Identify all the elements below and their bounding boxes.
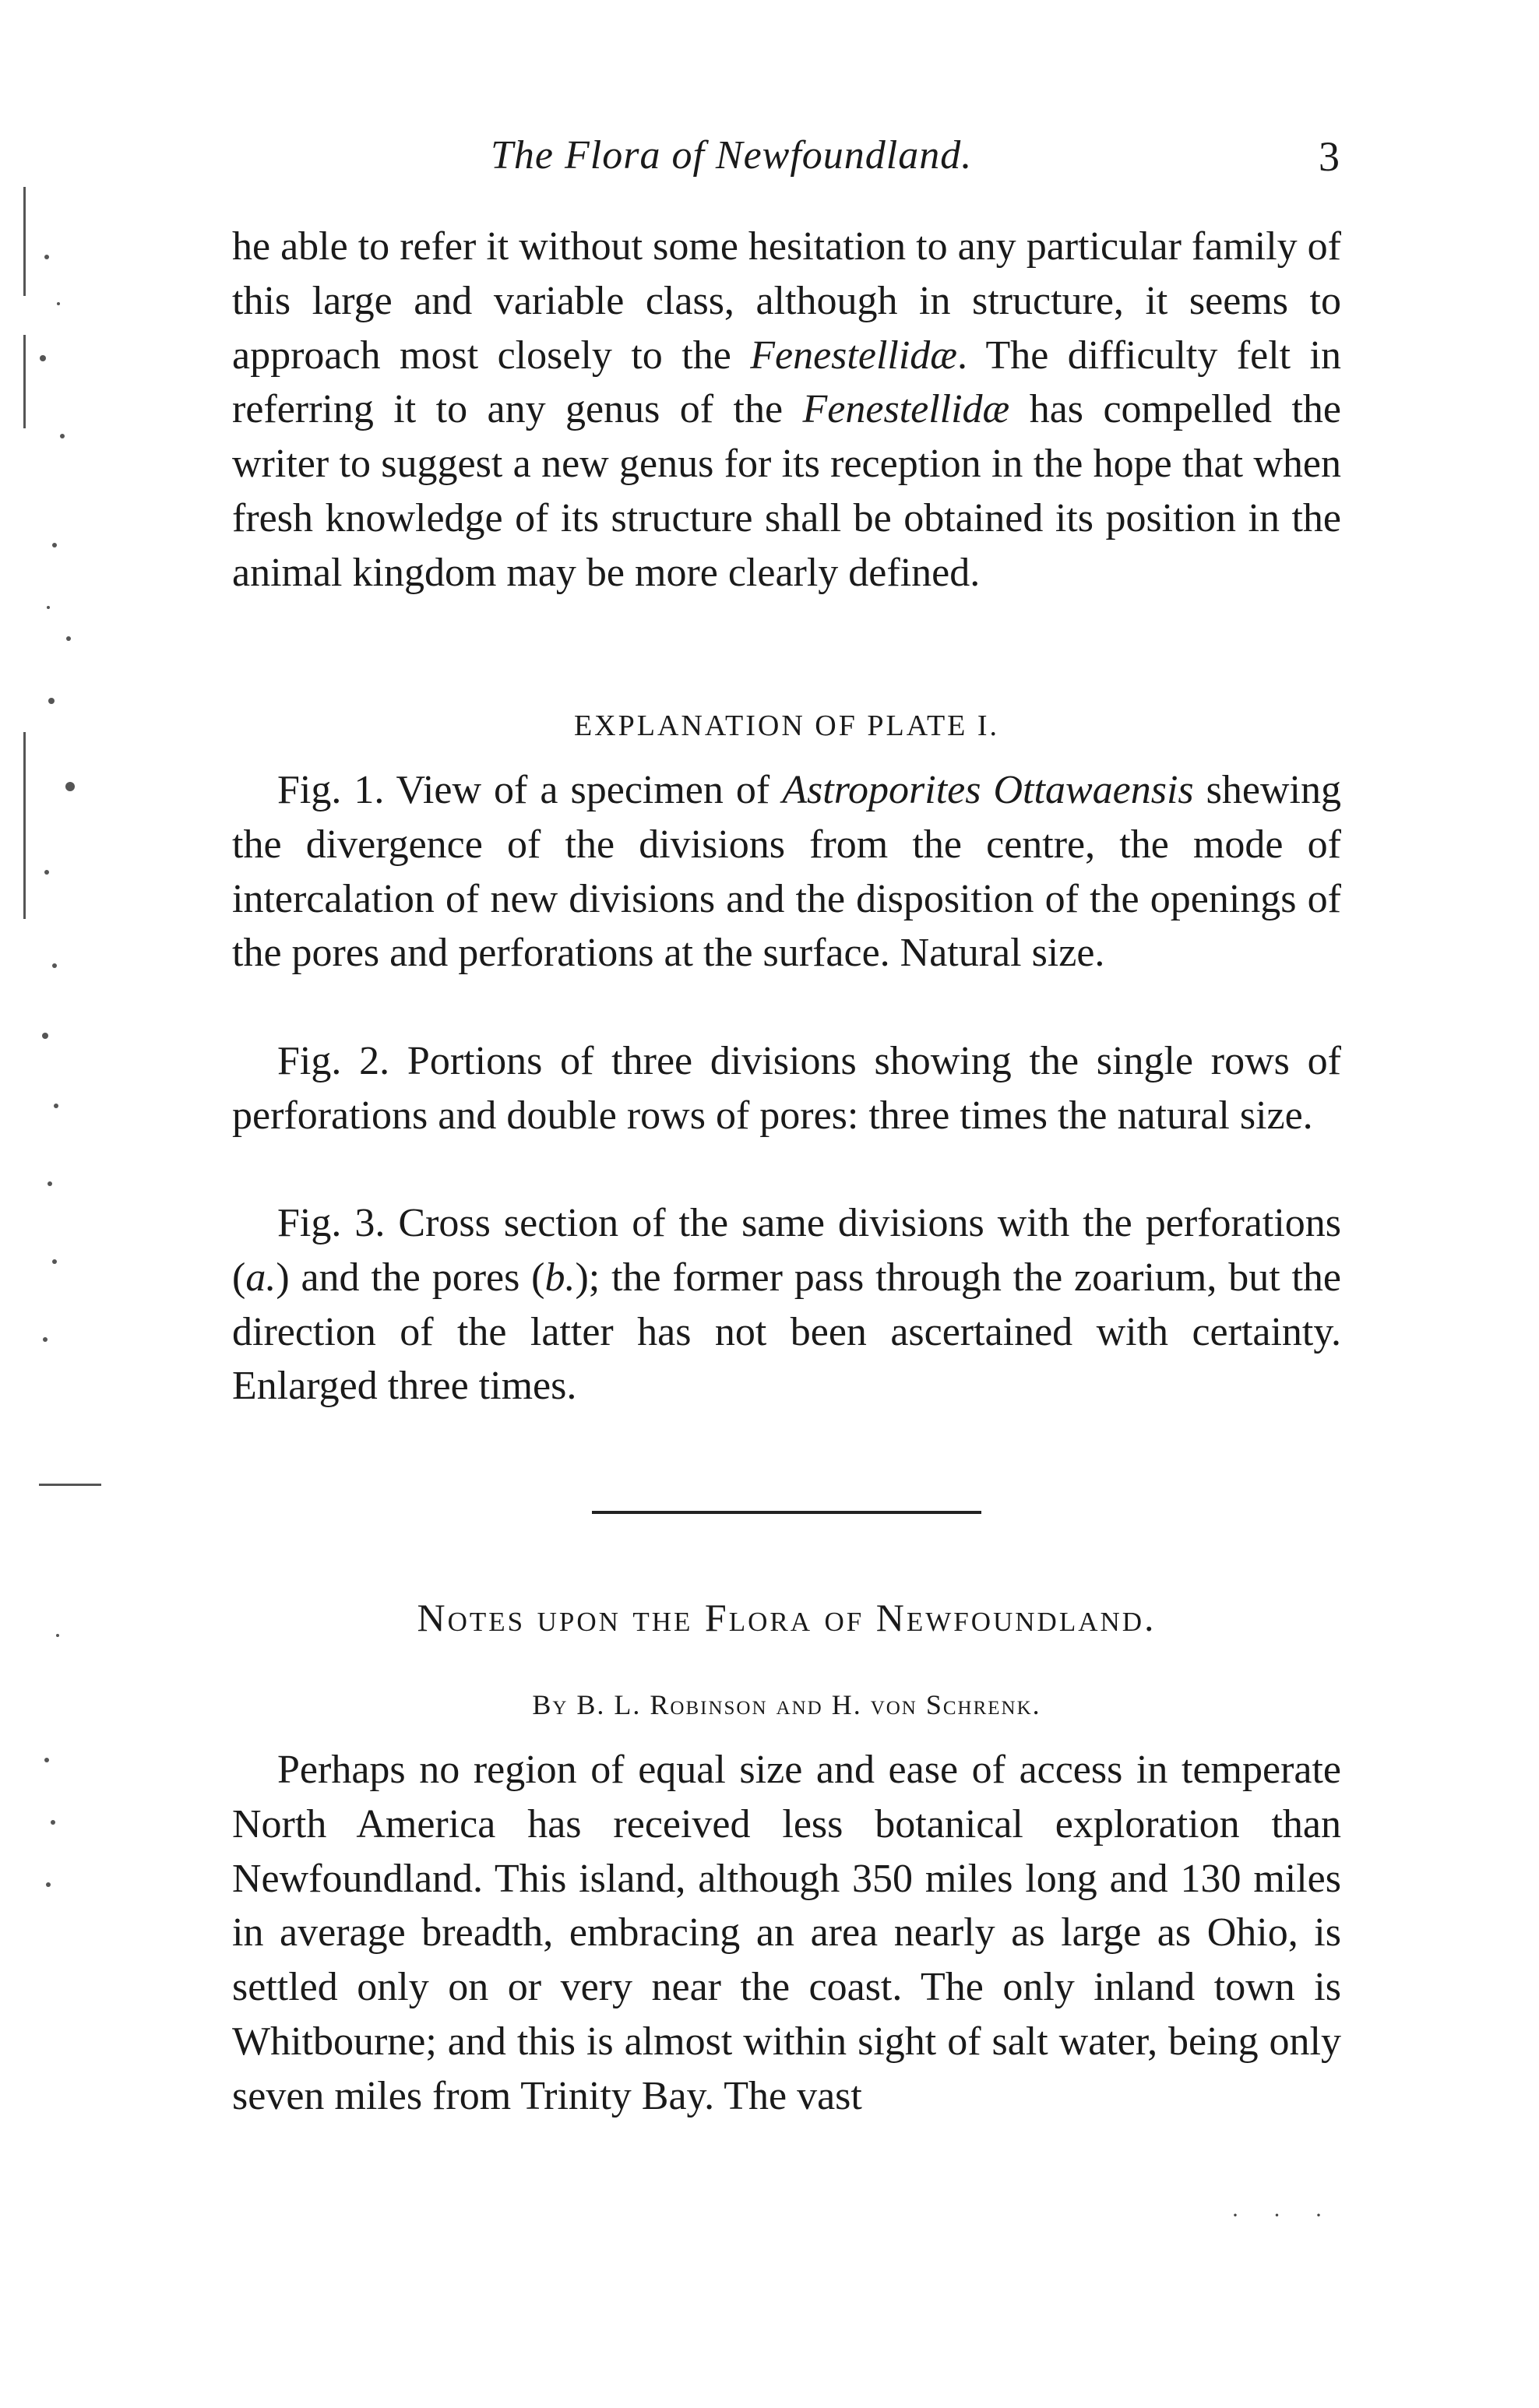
- figure-3-label: Fig. 3.: [277, 1201, 386, 1245]
- section-divider-rule: [592, 1511, 981, 1514]
- figure-3-caption: [232, 1196, 1341, 1413]
- figure-3-mark-b: b.: [544, 1255, 576, 1300]
- plate-explanation-heading: EXPLANATION OF PLATE I.: [573, 709, 1000, 742]
- figure-2-text: Portions of three divisions showing the single rows of perforations and double rows of pores: three times the natural size.: [232, 1039, 1341, 1138]
- figure-2-label: Fig. 2.: [277, 1039, 390, 1083]
- continuation-italic-family: Fenestellidæ: [750, 333, 957, 378]
- continuation-text-end: has compelled the writer to suggest a new genus for its reception in the hope that when fresh knowledge of its structure shall be obtained its position in the animal kingdom may be more clearly defined.: [232, 387, 1341, 595]
- scan-speck-dots: · · ·: [1231, 2202, 1336, 2228]
- running-title: The Flora of Newfoundland.: [491, 133, 973, 178]
- figure-1-text-b: shewing the divergence of the divisions from the centre, the mode of intercalation of new divisions and the disposition of the openings of the pores and perforations at the surface. Natural size.: [232, 768, 1341, 976]
- figure-2-caption: [232, 1034, 1341, 1143]
- page-number: 3: [1319, 133, 1340, 180]
- article-title: Notes upon the Flora of Newfoundland.: [417, 1596, 1157, 1639]
- figure-1-label: Fig. 1.: [277, 768, 385, 812]
- figure-1-species: Astroporites Ottawaensis: [782, 768, 1194, 812]
- article-byline: By B. L. Robinson and H. von Schrenk.: [532, 1689, 1041, 1720]
- continuation-italic-family-2: Fenestellidæ: [802, 387, 1010, 432]
- figure-3-text-a: Cross section of the same divisions with the perforations (: [232, 1201, 1341, 1300]
- article-intro-paragraph: Perhaps no region of equal size and ease of access in temperate North America has received less botanical exploration than Newfoundland. This island, although 350 miles long and 130 miles in average breadth, embracing an area nearly as large as Ohio, is settled only on or very near the coast. The only inland town is Whitbourne; and this is almost within sight of salt water, being only seven miles from Trinity Bay. The vast: [232, 1748, 1341, 2118]
- continuation-paragraph: [232, 220, 1341, 600]
- continuation-text-start: he able to refer it without some hesitation to any particular family of this large and variable class, although in structure, it seems to approach most closely to the: [232, 224, 1341, 378]
- continuation-text-mid: . The difficulty felt in referring it to any genus of the: [232, 333, 1342, 432]
- figure-1-text-a: View of a specimen of: [384, 768, 783, 812]
- scan-margin-specks: [0, 0, 109, 2408]
- figure-3-text-b: ) and the pores (: [276, 1255, 545, 1300]
- figure-3-mark-a: a.: [245, 1255, 276, 1300]
- figure-1-caption: [232, 763, 1341, 980]
- figure-3-text-c: ); the former pass through the zoarium, but the direction of the latter has not been ascertained with certainty. Enlarged three times.: [232, 1255, 1341, 1409]
- running-header: [234, 132, 1340, 187]
